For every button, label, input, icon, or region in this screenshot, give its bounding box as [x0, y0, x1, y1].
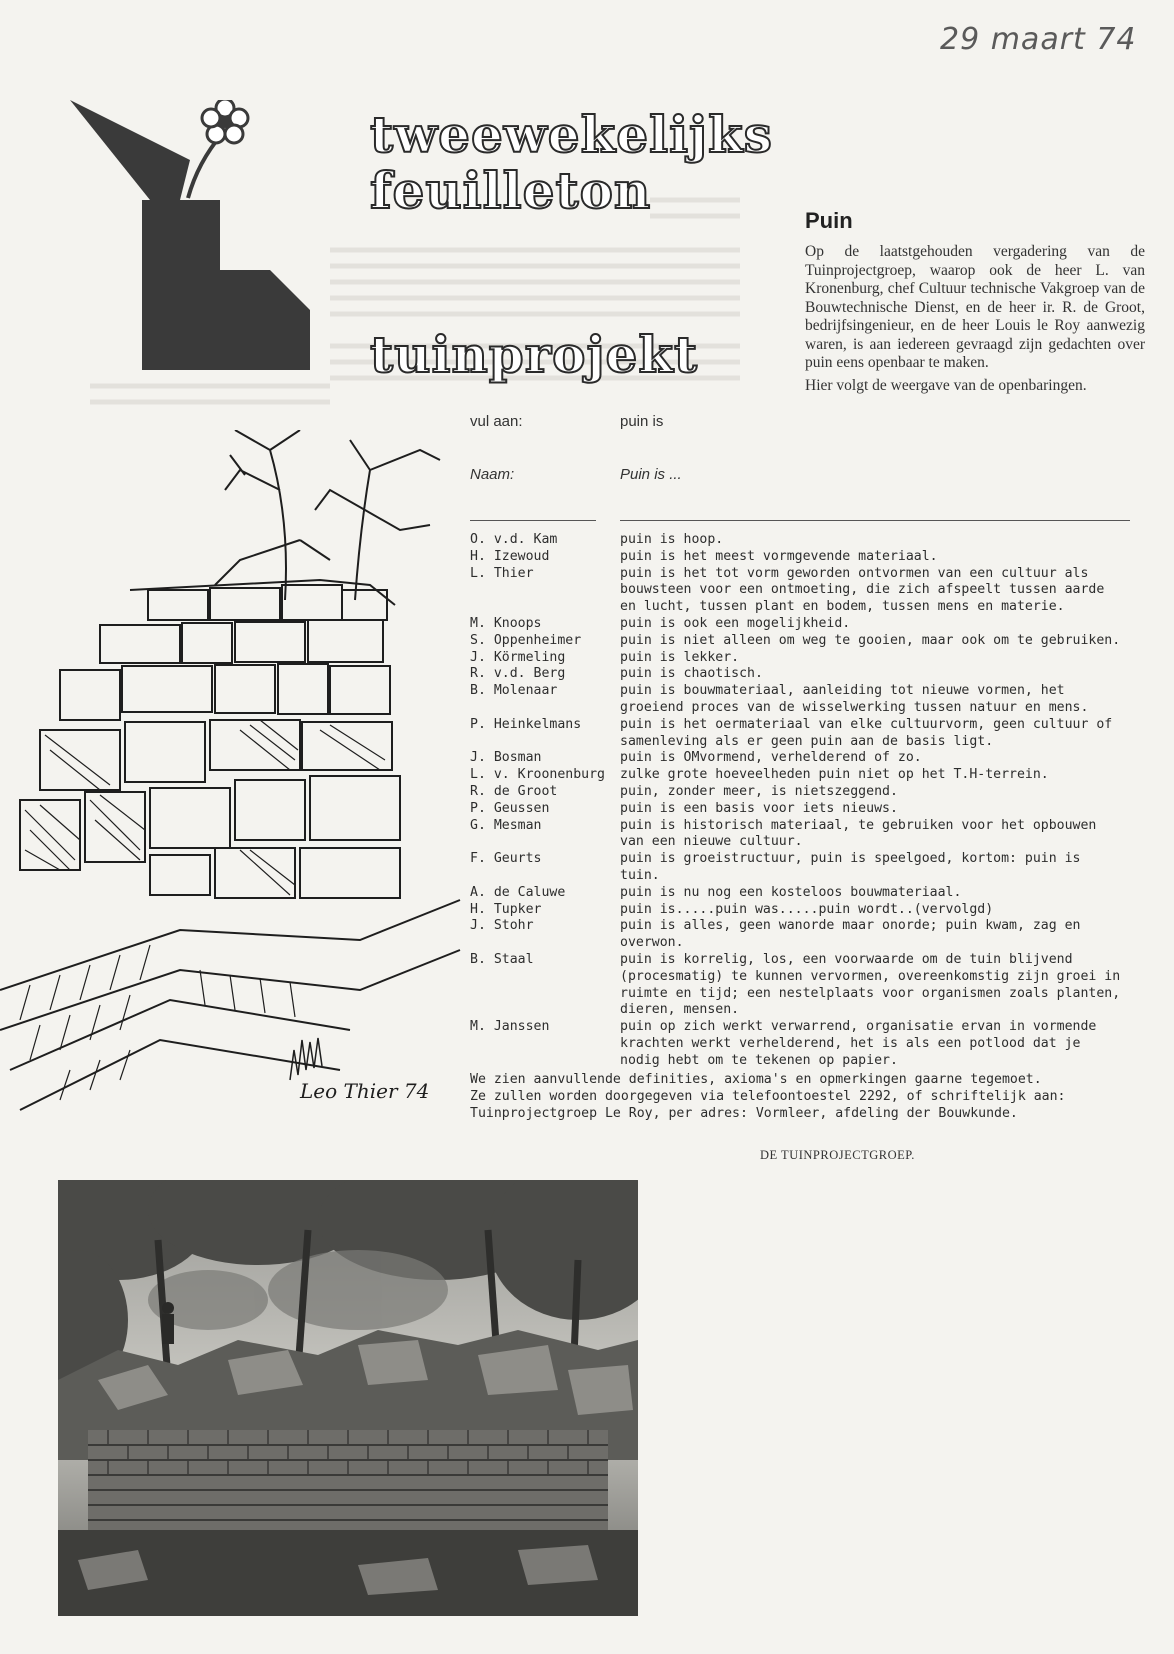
definition-text: puin op zich werkt verwarrend, organisatie ervan in vormende krachten werkt verhelderend, het is als een potlood dat je nodig hebt om te tekenen op papier. [620, 1019, 1097, 1068]
definition-row [470, 784, 1130, 801]
definition-text: zulke grote hoeveelheden puin niet op het T.H-terrein. [620, 767, 1049, 783]
definition-row [470, 633, 1130, 650]
contributor-name: R. v.d. Berg [470, 666, 566, 682]
feuilleton-subject: tuinprojekt [370, 325, 699, 384]
intro-paragraph: Op de laatstgehouden vergadering van de Tuinprojectgroep, waarop ook de heer L. van Kronenburg, chef Cultuur technische Vakgroep van de Bouwtechnische Dienst, en de heer ir. R. de Groot, bedrijfsingenieur, en de heer Louis le Roy aanwezig waren, is aan iedereen gevraagd zijn gedachten over puin eens openbaar te maken. [805, 243, 1145, 371]
closing-paragraph [470, 1071, 1140, 1122]
definition-text: puin is niet alleen om weg te gooien, maar ook om te gebruiken. [620, 632, 1121, 648]
intro-paragraph-2: Hier volgt de weergave van de openbaringen. [805, 376, 1087, 394]
contributor-name: J. Bosman [470, 750, 542, 766]
contributor-name: H. Tupker [470, 901, 542, 917]
contributor-name: B. Staal [470, 951, 534, 967]
definition-row [470, 918, 1130, 952]
contributor-name: M. Janssen [470, 1019, 550, 1035]
definition-text: puin is historisch materiaal, te gebruiken voor het opbouwen van een nieuwe cultuur. [620, 817, 1097, 850]
contributor-name: M. Knoops [470, 615, 542, 631]
handwritten-date: 29 maart 74 [940, 22, 1137, 57]
definition-text: puin is lekker. [620, 649, 740, 665]
form-divider-left [470, 520, 596, 521]
definition-text: puin is het tot vorm geworden ontvormen van een cultuur als bouwsteen voor een ontmoeting, die zich afspeelt tussen aarde en lucht, tussen plant en bodem, tussen mens en materie. [620, 565, 1105, 615]
definition-row [470, 549, 1130, 566]
name-value: Puin is ... [620, 466, 682, 483]
article-intro [805, 243, 1145, 399]
contributor-name: L. Thier [470, 565, 534, 581]
definition-row [470, 801, 1130, 818]
definition-text: puin is hoop. [620, 532, 724, 547]
definition-row [470, 532, 1130, 549]
definition-row [470, 650, 1130, 667]
contributor-name: L. v. Kroonenburg [470, 767, 605, 783]
definition-text: puin is groeistructuur, puin is speelgoed, kortom: puin is tuin. [620, 851, 1081, 883]
name-label: Naam: [470, 466, 515, 483]
contributor-name: F. Geurts [470, 851, 542, 867]
contributor-name: J. Körmeling [470, 649, 566, 665]
contributor-name: G. Mesman [470, 817, 542, 833]
definition-text: puin is ook een mogelijkheid. [620, 615, 851, 631]
article-heading: Puin [805, 208, 853, 233]
definition-row [470, 666, 1130, 683]
definition-row [470, 750, 1130, 767]
closing-line-1: We zien aanvullende definities, axioma's en opmerkingen gaarne tegemoet. [470, 1072, 1042, 1087]
definition-row [470, 818, 1130, 852]
rubble-garden-photo [58, 1180, 638, 1616]
contributor-name: J. Stohr [470, 918, 534, 934]
form-divider-right [620, 520, 1130, 521]
definition-row [470, 1019, 1130, 1069]
contributor-name: A. de Caluwe [470, 884, 566, 900]
definition-text: puin is het meest vormgevende materiaal. [620, 548, 938, 564]
definition-text: puin is korrelig, los, een voorwaarde om de tuin blijvend (procesmatig) te kunnen vervormen, overeenkomstig zijn groei in ruimte en tijd; een nestelplaats voor organismen zoals planten, dieren, mensen. [620, 951, 1121, 1018]
definition-row [470, 902, 1130, 919]
contributor-name: O. v.d. Kam [470, 532, 558, 547]
fill-value: puin is [620, 413, 664, 430]
definition-text: puin is het oermateriaal van elke cultuurvorm, geen cultuur of samenleving als er geen puin aan de basis ligt. [620, 716, 1113, 749]
contributor-name: R. de Groot [470, 783, 558, 799]
feuilleton-title-line-1: tweewekelijks [370, 105, 773, 164]
definition-row [470, 616, 1130, 633]
definition-text: puin is bouwmateriaal, aanleiding tot nieuwe vormen, het groeiend proces van de wisselwerking tussen natuur en mens. [620, 683, 1089, 715]
definition-row [470, 952, 1130, 1019]
contributor-name: B. Molenaar [470, 683, 558, 699]
rubble-wall-drawing [0, 430, 462, 1140]
definition-text: puin is.....puin was.....puin wordt..(vervolgd) [620, 901, 994, 917]
definition-row [470, 566, 1130, 616]
closing-line-2: Ze zullen worden doorgegeven via telefoontoestel 2292, of schriftelijk aan: Tuinprojectgroep Le Roy, per adres: Vormleer, afdeling der Bouwkunde. [470, 1089, 1066, 1121]
signoff: DE TUINPROJECTGROEP. [760, 1148, 915, 1162]
contributor-name: P. Geussen [470, 800, 550, 816]
watering-can-flower-logo [70, 100, 330, 400]
definition-text: puin is chaotisch. [620, 666, 763, 682]
contributor-name: P. Heinkelmans [470, 716, 582, 732]
contributor-name: S. Oppenheimer [470, 632, 582, 648]
definition-row [470, 767, 1130, 784]
definition-row [470, 851, 1130, 885]
definition-text: puin is alles, geen wanorde maar onorde; puin kwam, zag en overwon. [620, 918, 1081, 951]
definitions-list [470, 532, 1130, 1070]
definition-row [470, 885, 1130, 902]
definition-text: puin is nu nog een kosteloos bouwmateriaal. [620, 884, 962, 900]
fill-label: vul aan: [470, 413, 523, 430]
drawing-signature: Leo Thier 74 [300, 1079, 430, 1103]
feuilleton-title-line-2: feuilleton [370, 161, 652, 220]
definition-text: puin is OMvormend, verhelderend of zo. [620, 750, 922, 766]
definition-row [470, 683, 1130, 717]
contributor-name: H. Izewoud [470, 548, 550, 564]
definition-text: puin is een basis voor iets nieuws. [620, 800, 898, 816]
definition-row [470, 717, 1130, 751]
definition-text: puin, zonder meer, is nietszeggend. [620, 783, 898, 799]
